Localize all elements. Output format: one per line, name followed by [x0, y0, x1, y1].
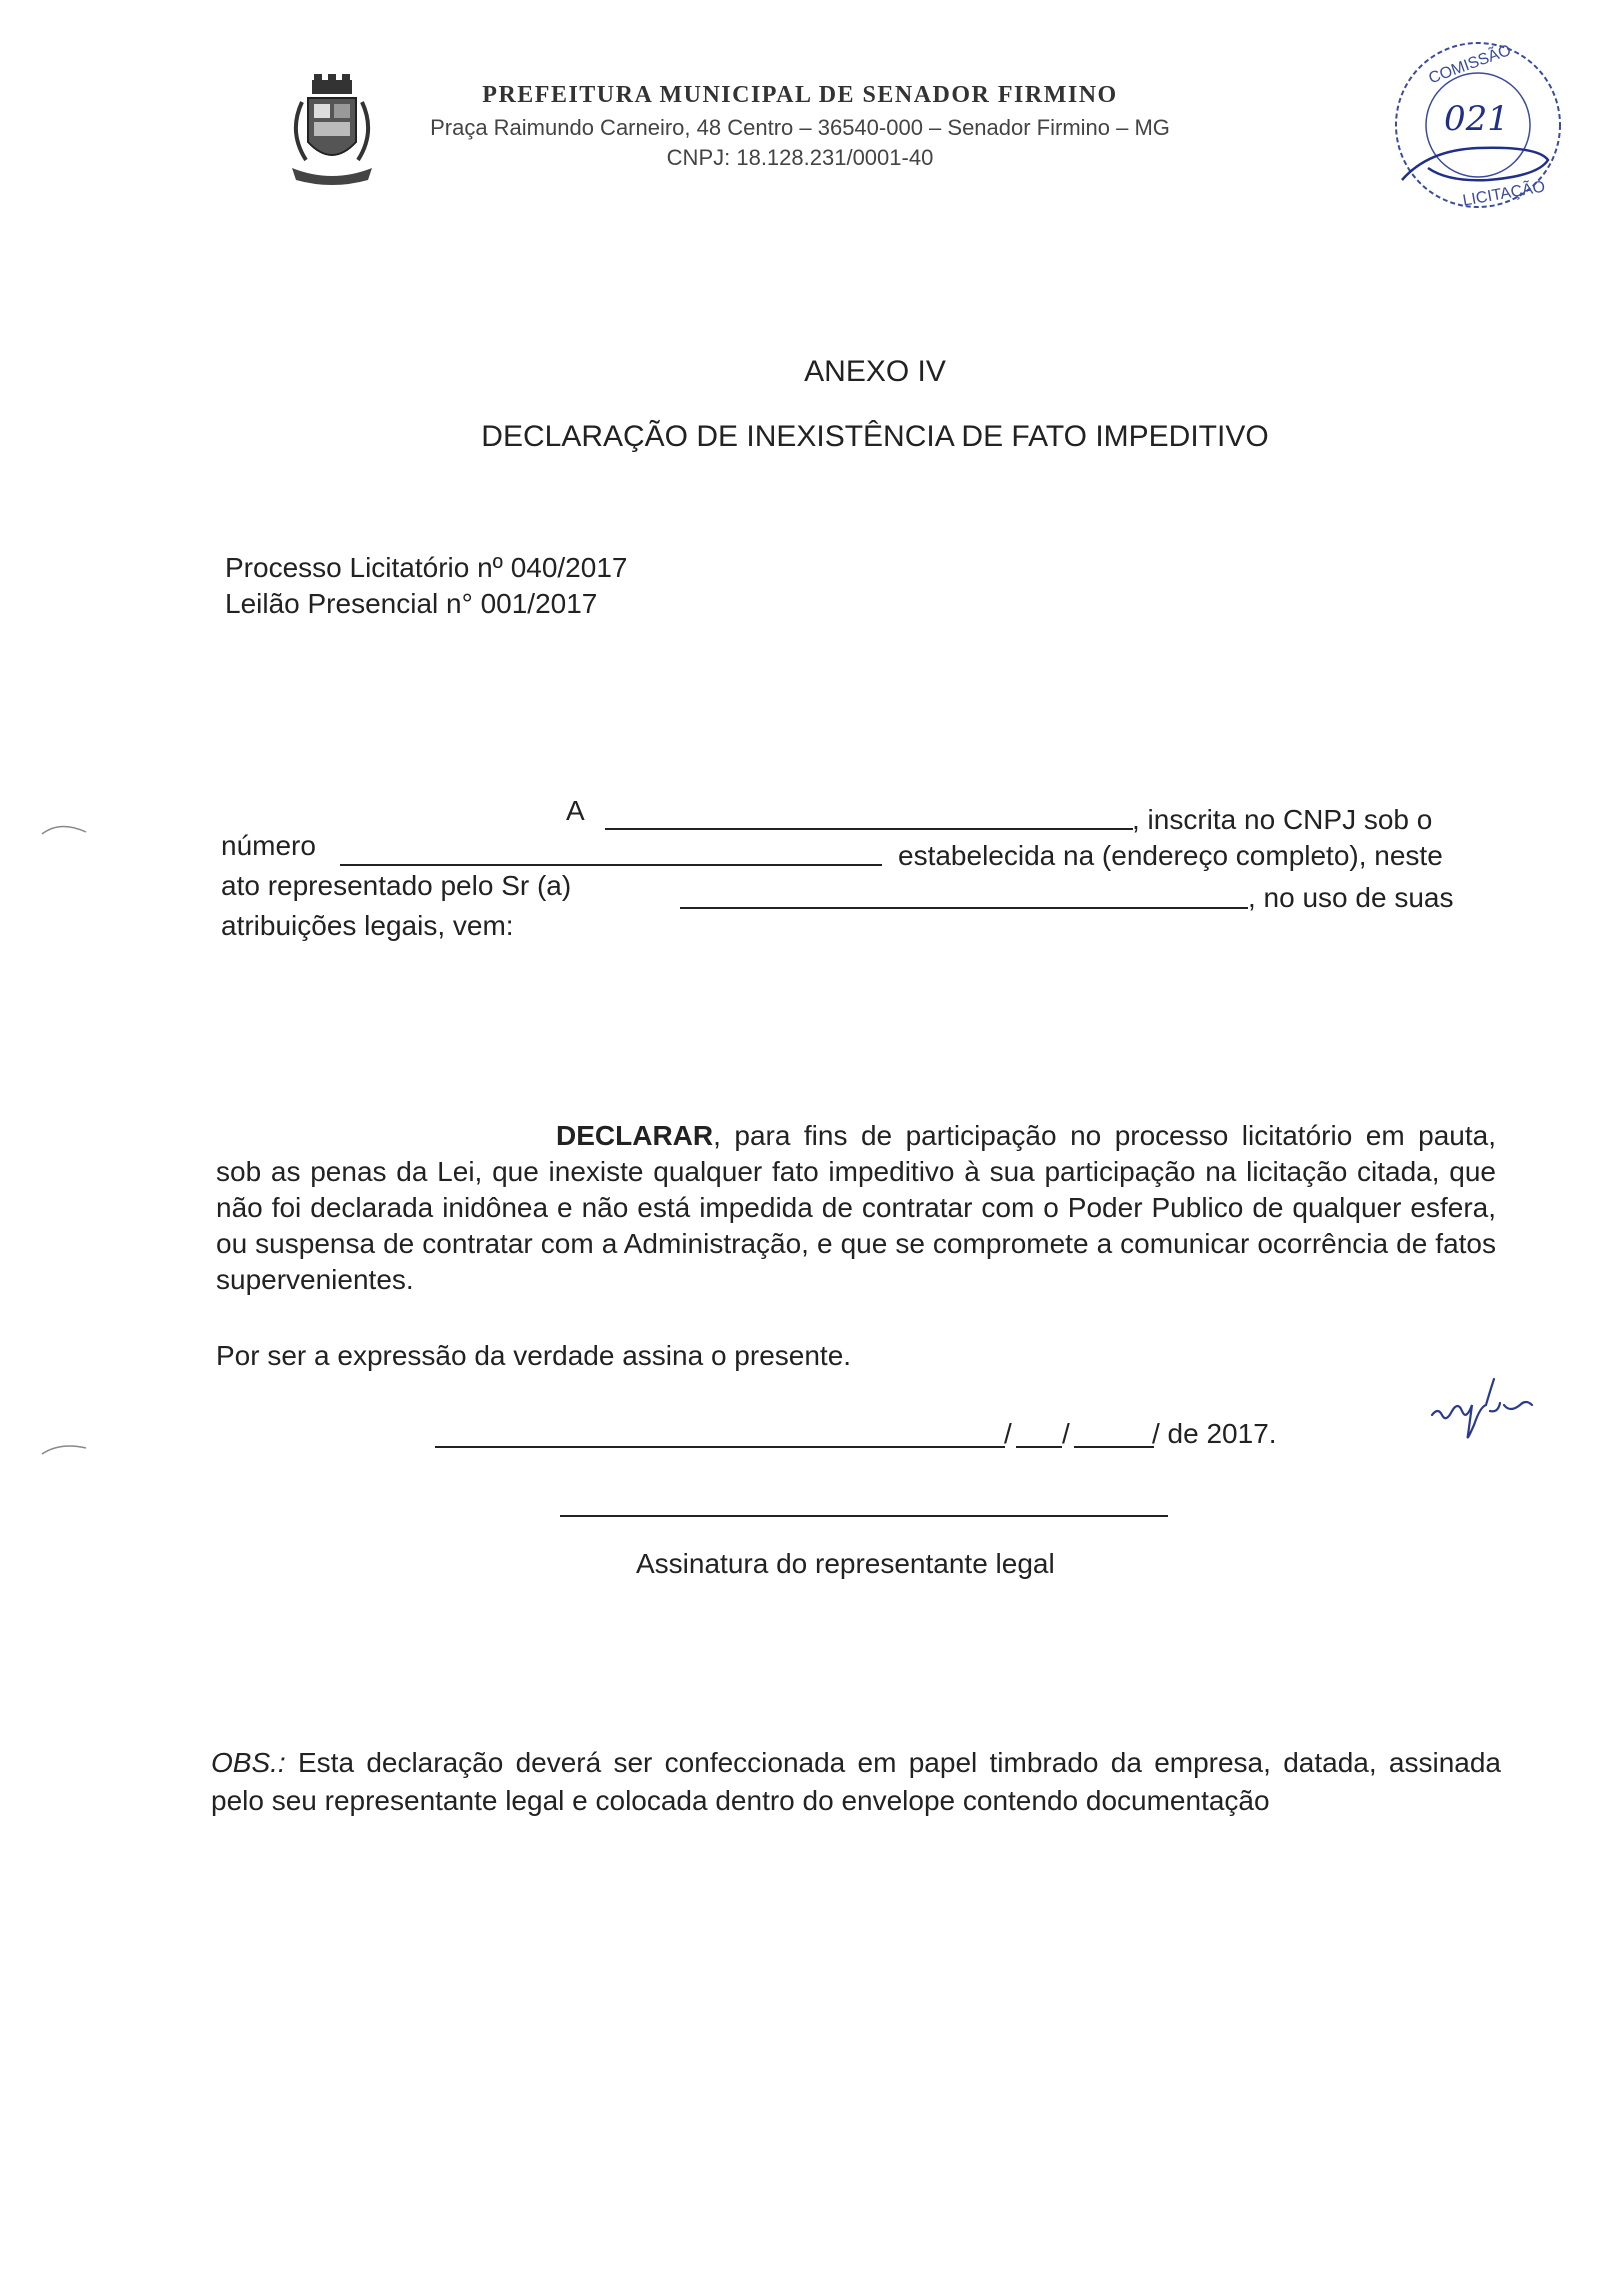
date-suffix: / de 2017. — [1152, 1418, 1277, 1449]
signature-label: Assinatura do representante legal — [636, 1548, 1055, 1579]
obs-text: Esta declaração deverá ser confeccionada em papel timbrado da empresa, datada, assinada pelo seu representante legal e colocada dentro do envelope contendo documentação — [211, 1747, 1501, 1816]
company-name-blank — [605, 828, 1133, 830]
declarar-text: , para fins de participação no processo licitatório em pauta, sob as penas da Lei, que inexiste qualquer fato impeditivo à sua participação na licitação citada, que não foi declarada inidônea e não está impedida de contratar com o Poder Publico de qualquer esfera, ou suspensa de contratar com a Administração, e que se compromete a comunicar ocorrência de fatos supervenientes. — [216, 1120, 1496, 1295]
process-number: Processo Licitatório nº 040/2017 — [225, 552, 628, 583]
truth-statement: Por ser a expressão da verdade assina o presente. — [216, 1340, 852, 1371]
declaration-title: DECLARAÇÃO DE INEXISTÊNCIA DE FATO IMPEDITIVO — [481, 420, 1269, 453]
annex-title: ANEXO IV — [804, 355, 946, 388]
scan-mark-bottom — [40, 1440, 90, 1460]
representative-name-blank — [680, 907, 1248, 909]
obs-paragraph — [211, 1744, 1501, 1820]
intro-estabelecida: estabelecida na (endereço completo), neste — [898, 840, 1443, 871]
commission-stamp — [1388, 30, 1568, 220]
scan-mark-top — [40, 820, 90, 840]
intro-inscrita: , inscrita no CNPJ sob o — [1132, 804, 1433, 835]
intro-atribuicoes: atribuições legais, vem: — [221, 910, 514, 941]
place-blank — [435, 1446, 1005, 1448]
declarar-keyword: DECLARAR — [556, 1120, 714, 1151]
date-sep-2: / — [1062, 1418, 1070, 1449]
header-address: Praça Raimundo Carneiro, 48 Centro – 36540-000 – Senador Firmino – MG — [430, 115, 1170, 140]
header-title: PREFEITURA MUNICIPAL DE SENADOR FIRMINO — [482, 82, 1118, 108]
auction-number: Leilão Presencial n° 001/2017 — [225, 588, 598, 619]
handwritten-initials — [1428, 1365, 1538, 1445]
header-cnpj: CNPJ: 18.128.231/0001-40 — [666, 145, 934, 170]
signature-line — [560, 1515, 1168, 1517]
month-blank — [1074, 1446, 1154, 1448]
intro-representado: ato representado pelo Sr (a) — [221, 870, 572, 901]
cnpj-number-blank — [340, 864, 882, 866]
day-blank — [1016, 1446, 1062, 1448]
obs-label: OBS.: — [211, 1747, 286, 1778]
stamp-number: 021 — [1444, 99, 1509, 139]
intro-uso: , no uso de suas — [1248, 882, 1454, 913]
intro-numero: número — [221, 830, 316, 861]
stamp-bottom-text: LICITAÇÃO — [1461, 178, 1547, 210]
date-sep-1: / — [1004, 1418, 1012, 1449]
stamp-top-text: COMISSÃO — [1426, 41, 1514, 88]
declarar-paragraph — [216, 1118, 1496, 1298]
intro-a: A — [566, 795, 585, 826]
